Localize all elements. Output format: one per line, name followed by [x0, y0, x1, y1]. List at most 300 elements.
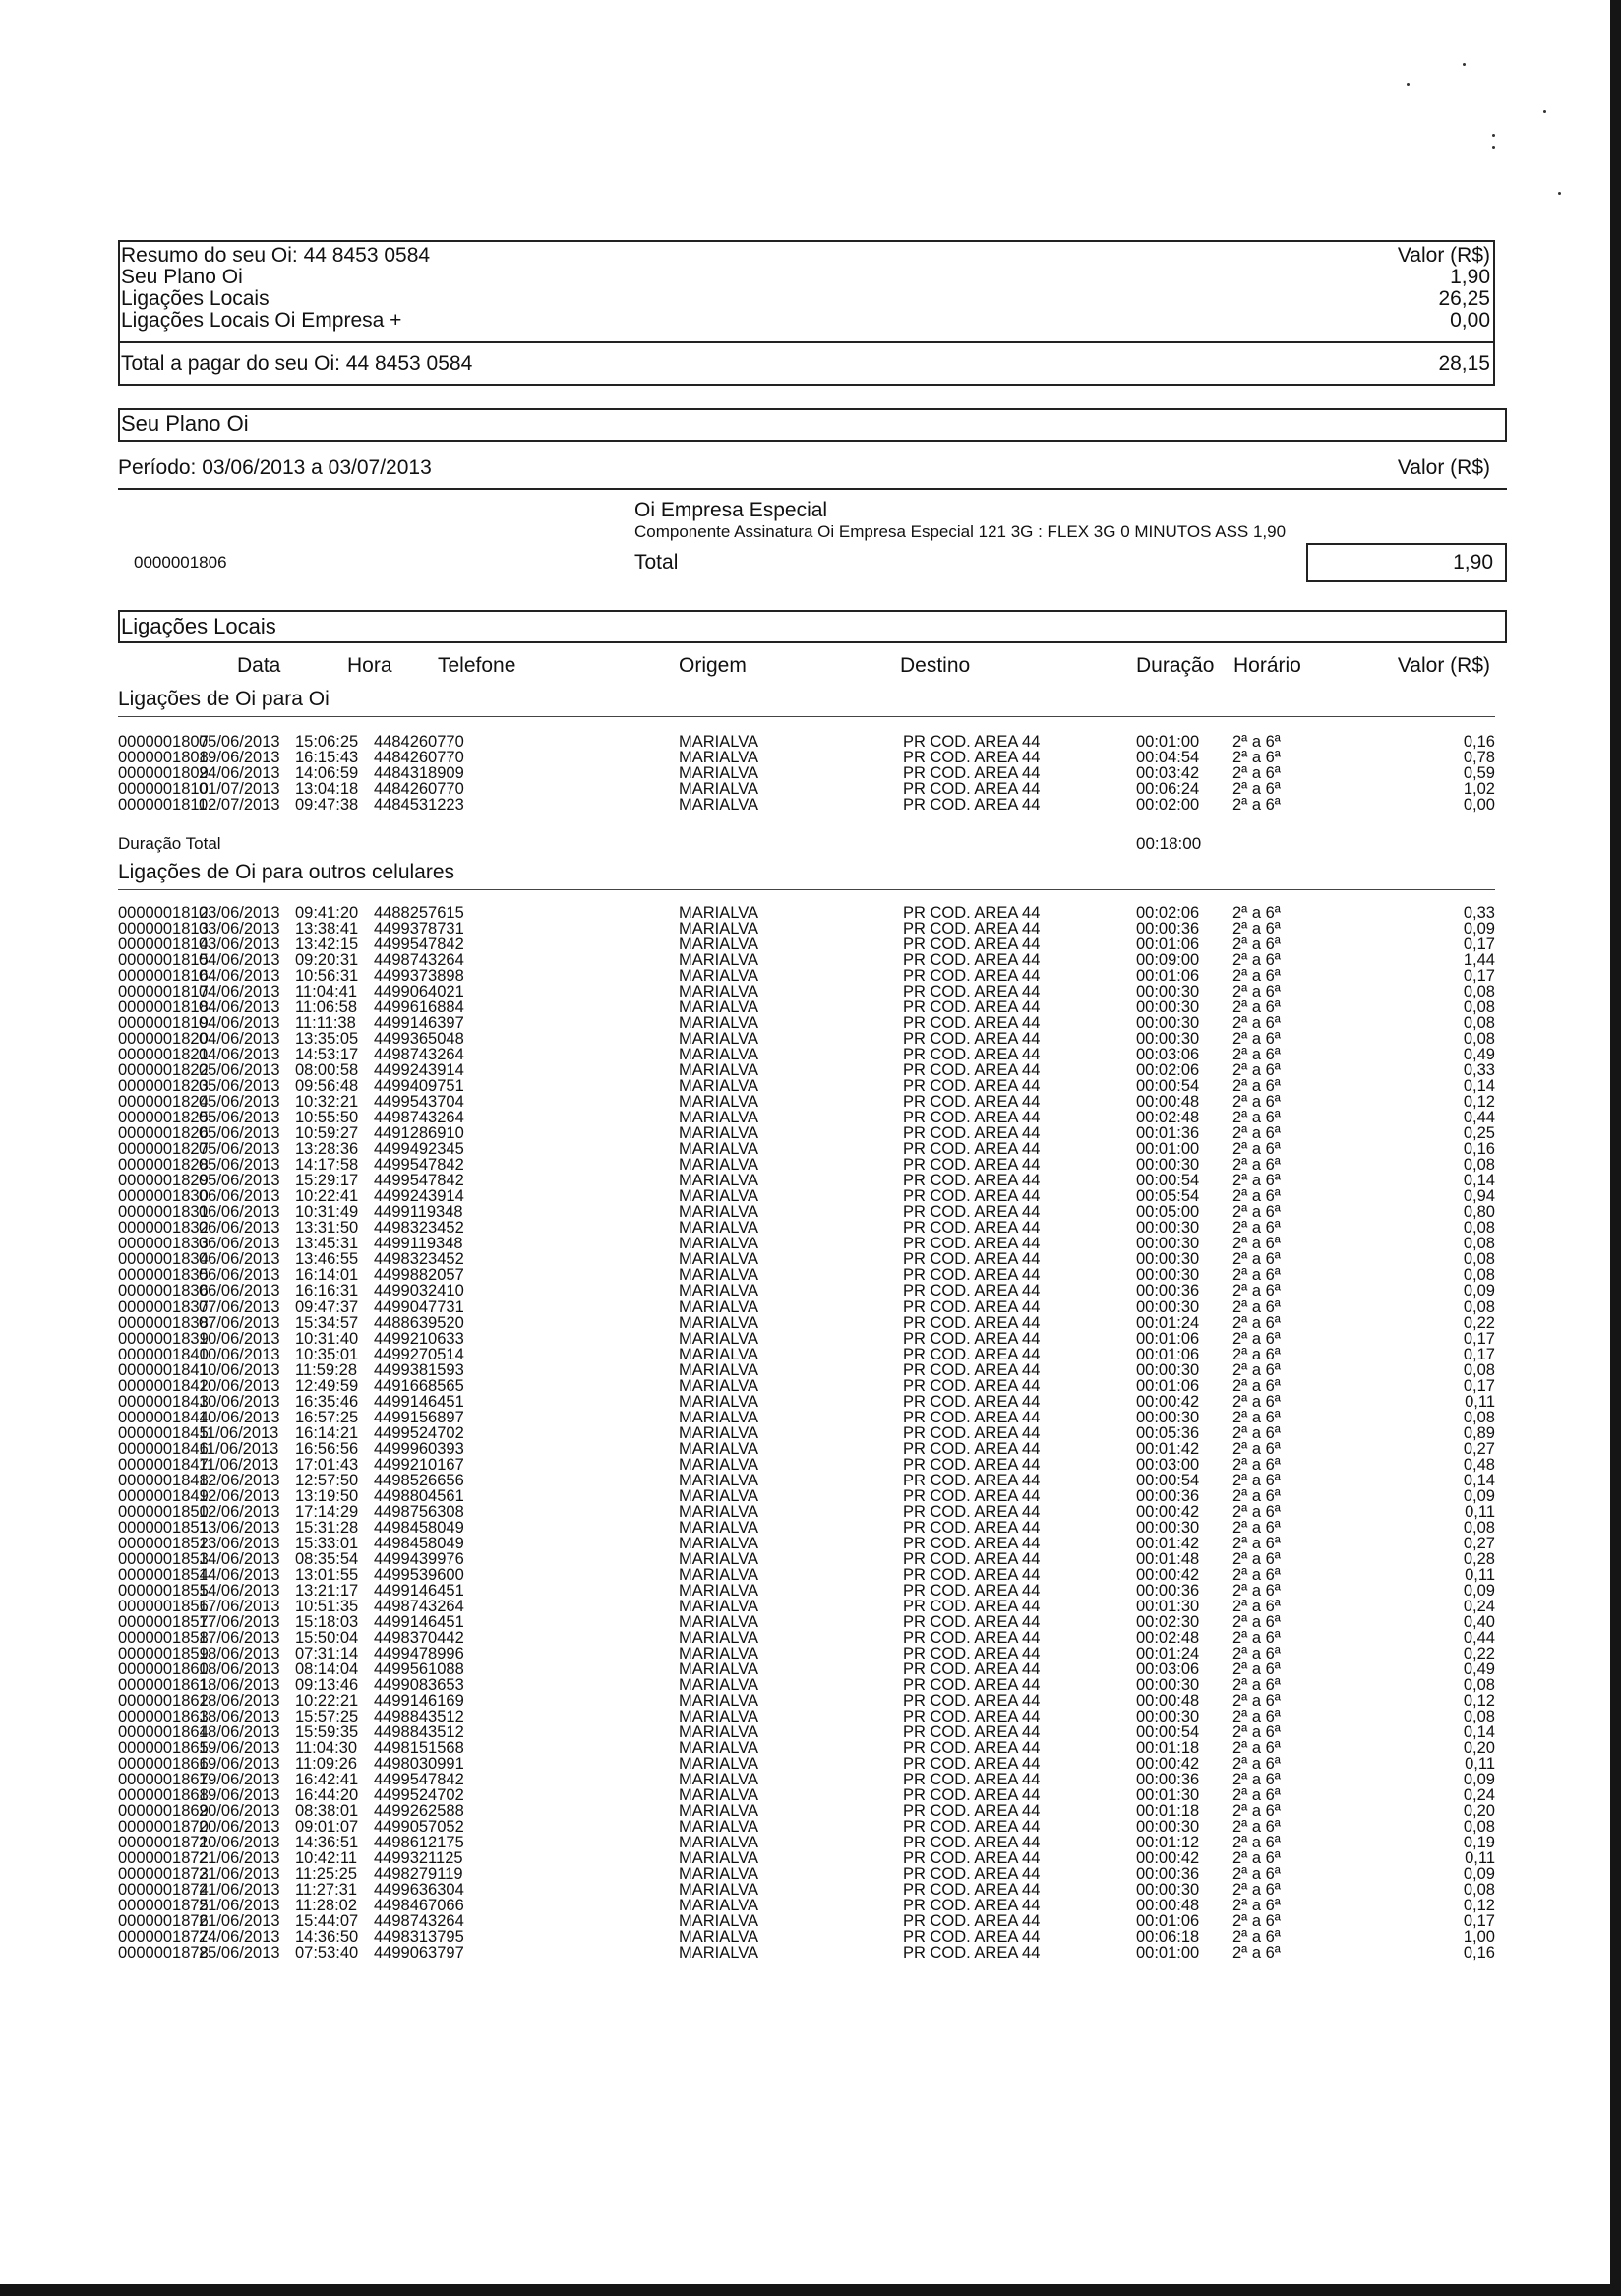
summary-item-value: 0,00: [1450, 309, 1490, 332]
call-id: 0000001807: [118, 733, 209, 751]
call-row: [118, 734, 1495, 750]
call-duration: 00:01:42: [1136, 1534, 1200, 1552]
call-value: 0,11: [1465, 1565, 1495, 1584]
call-value: 0,19: [1463, 1834, 1495, 1852]
call-id: 0000001839: [118, 1329, 209, 1348]
call-time: 14:36:51: [295, 1834, 359, 1852]
call-row: [118, 1362, 1495, 1378]
call-row: [118, 1125, 1495, 1141]
call-value: 0,59: [1463, 764, 1495, 782]
call-date: 05/06/2013: [199, 1077, 280, 1096]
call-value: 0,08: [1463, 1881, 1495, 1900]
call-time: 07:53:40: [295, 1944, 359, 1963]
call-origin: MARIALVA: [679, 1865, 758, 1884]
call-period: 2ª a 6ª: [1232, 1140, 1281, 1159]
call-time: 13:28:36: [295, 1140, 359, 1159]
call-id: 0000001863: [118, 1708, 209, 1726]
summary-item-label: Ligações Locais Oi Empresa +: [121, 309, 402, 332]
call-destination: PR COD. AREA 44: [903, 1140, 1041, 1159]
call-period: 2ª a 6ª: [1232, 1912, 1281, 1931]
call-phone: 4498323452: [374, 1219, 464, 1238]
call-period: 2ª a 6ª: [1232, 1423, 1281, 1442]
call-period: 2ª a 6ª: [1232, 1235, 1281, 1253]
call-id: 0000001874: [118, 1881, 209, 1900]
call-period: 2ª a 6ª: [1232, 1360, 1281, 1379]
call-origin: MARIALVA: [679, 1708, 758, 1726]
call-duration: 00:06:18: [1136, 1928, 1200, 1947]
call-period: 2ª a 6ª: [1232, 1692, 1281, 1710]
call-duration: 00:01:06: [1136, 1376, 1200, 1395]
call-time: 15:50:04: [295, 1628, 359, 1647]
call-time: 12:49:59: [295, 1376, 359, 1395]
call-row: [118, 1882, 1495, 1898]
call-value: 1,02: [1463, 780, 1495, 798]
call-duration: 00:02:00: [1136, 796, 1200, 814]
call-period: 2ª a 6ª: [1232, 1723, 1281, 1742]
call-date: 18/06/2013: [199, 1675, 280, 1694]
call-value: 0,08: [1463, 1250, 1495, 1269]
call-date: 13/06/2013: [199, 1518, 280, 1537]
call-origin: MARIALVA: [679, 1849, 758, 1868]
call-destination: PR COD. AREA 44: [903, 1628, 1041, 1647]
call-time: 08:00:58: [295, 1061, 359, 1080]
call-value: 0,27: [1463, 1439, 1495, 1458]
call-value: 0,16: [1463, 733, 1495, 751]
call-date: 19/06/2013: [199, 1786, 280, 1805]
call-time: 16:14:21: [295, 1423, 359, 1442]
plan-section-title: Seu Plano Oi: [121, 411, 249, 436]
call-origin: MARIALVA: [679, 1345, 758, 1363]
call-duration: 00:00:30: [1136, 1030, 1200, 1049]
call-id: 0000001814: [118, 936, 209, 954]
call-duration: 00:01:18: [1136, 1802, 1200, 1821]
call-date: 24/06/2013: [199, 764, 280, 782]
call-origin: MARIALVA: [679, 1360, 758, 1379]
call-row: [118, 797, 1495, 813]
call-phone: 4499478996: [374, 1644, 464, 1662]
call-origin: MARIALVA: [679, 1565, 758, 1584]
call-origin: MARIALVA: [679, 1644, 758, 1662]
column-header-telefone: Telefone: [438, 654, 516, 677]
call-time: 15:18:03: [295, 1612, 359, 1631]
call-destination: PR COD. AREA 44: [903, 733, 1041, 751]
call-time: 10:31:49: [295, 1203, 359, 1222]
call-time: 11:11:38: [295, 1014, 356, 1033]
call-value: 0,14: [1463, 1471, 1495, 1489]
call-origin: MARIALVA: [679, 764, 758, 782]
call-row: [118, 1473, 1495, 1488]
call-origin: MARIALVA: [679, 1502, 758, 1521]
call-phone: 4499146397: [374, 1014, 464, 1033]
call-phone: 4498743264: [374, 1912, 464, 1931]
call-date: 21/06/2013: [199, 1865, 280, 1884]
call-period: 2ª a 6ª: [1232, 780, 1281, 798]
call-date: 07/06/2013: [199, 1298, 280, 1316]
call-row: [118, 1520, 1495, 1536]
call-period: 2ª a 6ª: [1232, 983, 1281, 1001]
call-destination: PR COD. AREA 44: [903, 1834, 1041, 1852]
call-period: 2ª a 6ª: [1232, 1061, 1281, 1080]
call-id: 0000001865: [118, 1739, 209, 1758]
call-destination: PR COD. AREA 44: [903, 1708, 1041, 1726]
call-id: 0000001851: [118, 1518, 209, 1537]
call-period: 2ª a 6ª: [1232, 1486, 1281, 1505]
call-row: [118, 765, 1495, 781]
call-time: 15:31:28: [295, 1518, 359, 1537]
call-date: 03/06/2013: [199, 920, 280, 938]
call-destination: PR COD. AREA 44: [903, 1156, 1041, 1175]
call-destination: PR COD. AREA 44: [903, 951, 1041, 970]
call-origin: MARIALVA: [679, 983, 758, 1001]
call-destination: PR COD. AREA 44: [903, 1282, 1041, 1300]
call-value: 0,16: [1463, 1944, 1495, 1963]
call-duration: 00:03:06: [1136, 1660, 1200, 1678]
call-value: 0,44: [1463, 1628, 1495, 1647]
call-id: 0000001855: [118, 1581, 209, 1600]
call-destination: PR COD. AREA 44: [903, 1392, 1041, 1411]
call-row: [118, 968, 1495, 984]
call-phone: 4498804561: [374, 1486, 464, 1505]
call-value: 0,08: [1463, 1014, 1495, 1033]
call-id: 0000001840: [118, 1345, 209, 1363]
call-time: 10:42:11: [295, 1849, 358, 1868]
call-duration: 00:00:36: [1136, 1282, 1200, 1300]
call-origin: MARIALVA: [679, 1802, 758, 1821]
call-duration: 00:00:30: [1136, 1235, 1200, 1253]
call-date: 06/06/2013: [199, 1219, 280, 1238]
group-label-outros-celulares: Ligações de Oi para outros celulares: [118, 861, 455, 883]
call-value: 0,11: [1465, 1849, 1495, 1868]
call-duration: 00:00:36: [1136, 920, 1200, 938]
call-value: 0,27: [1463, 1534, 1495, 1552]
call-id: 0000001837: [118, 1298, 209, 1316]
call-period: 2ª a 6ª: [1232, 1865, 1281, 1884]
call-origin: MARIALVA: [679, 733, 758, 751]
call-origin: MARIALVA: [679, 1061, 758, 1080]
call-phone: 4498313795: [374, 1928, 464, 1947]
call-origin: MARIALVA: [679, 904, 758, 922]
call-phone: 4499063797: [374, 1944, 464, 1963]
call-date: 12/06/2013: [199, 1486, 280, 1505]
call-phone: 4498612175: [374, 1834, 464, 1852]
call-phone: 4498756308: [374, 1502, 464, 1521]
call-row: [118, 1015, 1495, 1031]
call-time: 09:20:31: [295, 951, 359, 970]
call-time: 16:44:20: [295, 1786, 359, 1805]
call-period: 2ª a 6ª: [1232, 1455, 1281, 1474]
call-duration: 00:01:00: [1136, 733, 1200, 751]
call-duration: 00:00:30: [1136, 983, 1200, 1001]
plan-period: Período: 03/06/2013 a 03/07/2013: [118, 456, 432, 479]
call-value: 0,08: [1463, 1675, 1495, 1694]
call-destination: PR COD. AREA 44: [903, 1329, 1041, 1348]
call-row: [118, 937, 1495, 952]
call-date: 12/06/2013: [199, 1471, 280, 1489]
call-origin: MARIALVA: [679, 1439, 758, 1458]
call-row: [118, 1031, 1495, 1047]
call-time: 13:35:05: [295, 1030, 359, 1049]
call-phone: 4488639520: [374, 1313, 464, 1332]
call-value: 0,44: [1463, 1109, 1495, 1127]
call-period: 2ª a 6ª: [1232, 1408, 1281, 1426]
plan-section-header: [118, 408, 1507, 442]
call-id: 0000001811: [118, 796, 208, 814]
call-value: 0,11: [1465, 1755, 1495, 1774]
call-phone: 4499960393: [374, 1439, 464, 1458]
call-date: 11/06/2013: [199, 1439, 279, 1458]
call-row: [118, 1110, 1495, 1125]
call-id: 0000001878: [118, 1944, 209, 1963]
call-duration: 00:01:18: [1136, 1739, 1200, 1758]
call-phone: 4499616884: [374, 998, 464, 1017]
call-date: 04/06/2013: [199, 1014, 280, 1033]
call-destination: PR COD. AREA 44: [903, 1534, 1041, 1552]
call-period: 2ª a 6ª: [1232, 1313, 1281, 1332]
call-duration: 00:00:30: [1136, 998, 1200, 1017]
call-origin: MARIALVA: [679, 780, 758, 798]
call-duration: 00:00:30: [1136, 1219, 1200, 1238]
call-row: [118, 1709, 1495, 1724]
call-phone: 4499373898: [374, 967, 464, 986]
call-duration: 00:05:54: [1136, 1187, 1200, 1206]
scan-speck: [1492, 146, 1495, 149]
call-row: [118, 1315, 1495, 1331]
call-row: [118, 1394, 1495, 1410]
call-id: 0000001815: [118, 951, 209, 970]
call-period: 2ª a 6ª: [1232, 967, 1281, 986]
call-duration: 00:00:30: [1136, 1881, 1200, 1900]
call-period: 2ª a 6ª: [1232, 1928, 1281, 1947]
call-duration: 00:00:30: [1136, 1360, 1200, 1379]
call-row: [118, 1913, 1495, 1929]
call-id: 0000001817: [118, 983, 209, 1001]
call-time: 16:57:25: [295, 1408, 359, 1426]
call-period: 2ª a 6ª: [1232, 1786, 1281, 1805]
call-period: 2ª a 6ª: [1232, 951, 1281, 970]
call-phone: 4499561088: [374, 1660, 464, 1678]
call-date: 10/06/2013: [199, 1345, 280, 1363]
call-date: 10/06/2013: [199, 1392, 280, 1411]
call-destination: PR COD. AREA 44: [903, 1786, 1041, 1805]
call-destination: PR COD. AREA 44: [903, 1360, 1041, 1379]
call-time: 09:56:48: [295, 1077, 359, 1096]
call-destination: PR COD. AREA 44: [903, 1061, 1041, 1080]
call-time: 16:35:46: [295, 1392, 359, 1411]
call-row: [118, 1724, 1495, 1740]
call-period: 2ª a 6ª: [1232, 1124, 1281, 1143]
call-value: 0,17: [1463, 1376, 1495, 1395]
call-date: 10/06/2013: [199, 1376, 280, 1395]
call-destination: PR COD. AREA 44: [903, 1549, 1041, 1568]
summary-divider: [118, 341, 1495, 343]
call-phone: 4498743264: [374, 1597, 464, 1615]
call-date: 05/06/2013: [199, 1140, 280, 1159]
call-origin: MARIALVA: [679, 1723, 758, 1742]
call-value: 0,14: [1463, 1077, 1495, 1096]
call-date: 05/06/2013: [199, 1172, 280, 1190]
call-date: 04/06/2013: [199, 983, 280, 1001]
call-origin: MARIALVA: [679, 1928, 758, 1947]
call-origin: MARIALVA: [679, 1203, 758, 1222]
call-value: 0,14: [1463, 1172, 1495, 1190]
call-value: 0,22: [1463, 1644, 1495, 1662]
call-phone: 4491668565: [374, 1376, 464, 1395]
call-destination: PR COD. AREA 44: [903, 1802, 1041, 1821]
call-origin: MARIALVA: [679, 1486, 758, 1505]
call-row: [118, 999, 1495, 1015]
call-row: [118, 1614, 1495, 1630]
call-value: 0,33: [1463, 904, 1495, 922]
call-duration: 00:04:54: [1136, 749, 1200, 766]
call-duration: 00:00:42: [1136, 1565, 1200, 1584]
call-period: 2ª a 6ª: [1232, 1203, 1281, 1222]
call-destination: PR COD. AREA 44: [903, 1471, 1041, 1489]
call-time: 13:19:50: [295, 1486, 359, 1505]
call-value: 0,09: [1463, 1486, 1495, 1505]
local-calls-section-header: [118, 610, 1507, 643]
call-date: 18/06/2013: [199, 1723, 280, 1742]
call-value: 0,24: [1463, 1786, 1495, 1805]
call-date: 12/06/2013: [199, 1502, 280, 1521]
call-period: 2ª a 6ª: [1232, 1944, 1281, 1963]
call-date: 13/06/2013: [199, 1534, 280, 1552]
call-phone: 4498743264: [374, 951, 464, 970]
call-row: [118, 1567, 1495, 1583]
call-time: 13:04:18: [295, 780, 359, 798]
plan-code: 0000001806: [134, 553, 227, 572]
call-id: 0000001869: [118, 1802, 209, 1821]
call-row: [118, 1945, 1495, 1961]
call-phone: 4498030991: [374, 1755, 464, 1774]
call-date: 19/06/2013: [199, 1755, 280, 1774]
call-period: 2ª a 6ª: [1232, 764, 1281, 782]
call-origin: MARIALVA: [679, 796, 758, 814]
column-header-data: Data: [237, 654, 281, 677]
call-value: 0,89: [1463, 1423, 1495, 1442]
call-date: 20/06/2013: [199, 1818, 280, 1837]
call-value: 0,08: [1463, 1408, 1495, 1426]
call-id: 0000001818: [118, 998, 209, 1017]
call-time: 10:31:40: [295, 1329, 359, 1348]
call-row: [118, 1236, 1495, 1251]
call-value: 0,20: [1463, 1802, 1495, 1821]
call-phone: 4498743264: [374, 1046, 464, 1064]
call-id: 0000001877: [118, 1928, 209, 1947]
call-value: 0,08: [1463, 1030, 1495, 1049]
call-date: 25/06/2013: [199, 1944, 280, 1963]
column-header-duracao: Duração: [1136, 654, 1215, 677]
call-id: 0000001816: [118, 967, 209, 986]
call-destination: PR COD. AREA 44: [903, 1109, 1041, 1127]
call-origin: MARIALVA: [679, 1235, 758, 1253]
call-duration: 00:01:06: [1136, 1329, 1200, 1348]
call-row: [118, 1347, 1495, 1362]
call-value: 0,11: [1465, 1392, 1495, 1411]
call-date: 18/06/2013: [199, 1708, 280, 1726]
call-duration: 00:00:42: [1136, 1755, 1200, 1774]
call-date: 04/06/2013: [199, 1046, 280, 1064]
call-time: 10:35:01: [295, 1345, 359, 1363]
call-destination: PR COD. AREA 44: [903, 1928, 1041, 1947]
call-origin: MARIALVA: [679, 1771, 758, 1789]
call-origin: MARIALVA: [679, 1266, 758, 1285]
call-origin: MARIALVA: [679, 1675, 758, 1694]
call-row: [118, 1251, 1495, 1267]
call-destination: PR COD. AREA 44: [903, 1755, 1041, 1774]
call-phone: 4484260770: [374, 749, 464, 766]
call-destination: PR COD. AREA 44: [903, 1187, 1041, 1206]
call-period: 2ª a 6ª: [1232, 1329, 1281, 1348]
call-destination: PR COD. AREA 44: [903, 749, 1041, 766]
call-phone: 4499365048: [374, 1030, 464, 1049]
call-value: 1,00: [1463, 1928, 1495, 1947]
call-period: 2ª a 6ª: [1232, 1014, 1281, 1033]
call-destination: PR COD. AREA 44: [903, 796, 1041, 814]
call-origin: MARIALVA: [679, 1455, 758, 1474]
call-duration: 00:01:06: [1136, 967, 1200, 986]
call-origin: MARIALVA: [679, 1172, 758, 1190]
call-time: 11:04:41: [295, 983, 358, 1001]
scan-speck: [1543, 110, 1546, 113]
call-id: 0000001873: [118, 1865, 209, 1884]
call-time: 15:29:17: [295, 1172, 359, 1190]
call-phone: 4499543704: [374, 1093, 464, 1112]
call-value: 0,08: [1463, 1156, 1495, 1175]
call-phone: 4499547842: [374, 1156, 464, 1175]
call-phone: 4499146451: [374, 1612, 464, 1631]
call-date: 21/06/2013: [199, 1912, 280, 1931]
call-id: 0000001809: [118, 764, 209, 782]
call-value: 0,09: [1463, 920, 1495, 938]
call-time: 10:22:21: [295, 1692, 359, 1710]
call-time: 15:06:25: [295, 733, 359, 751]
call-time: 13:01:55: [295, 1565, 359, 1584]
call-phone: 4491286910: [374, 1124, 464, 1143]
call-time: 11:09:26: [295, 1755, 358, 1774]
scan-edge-bottom: [0, 2284, 1621, 2296]
call-value: 0,12: [1463, 1692, 1495, 1710]
call-destination: PR COD. AREA 44: [903, 1675, 1041, 1694]
plan-total-label: Total: [634, 551, 679, 574]
call-date: 02/07/2013: [199, 796, 280, 814]
call-time: 10:22:41: [295, 1187, 359, 1206]
call-row: [118, 1441, 1495, 1457]
call-id: 0000001844: [118, 1408, 209, 1426]
call-row: [118, 1410, 1495, 1425]
call-period: 2ª a 6ª: [1232, 1439, 1281, 1458]
call-time: 14:53:17: [295, 1046, 359, 1064]
call-period: 2ª a 6ª: [1232, 1597, 1281, 1615]
call-duration: 00:01:06: [1136, 1912, 1200, 1931]
call-period: 2ª a 6ª: [1232, 1708, 1281, 1726]
scan-speck: [1463, 63, 1466, 66]
call-time: 08:35:54: [295, 1549, 359, 1568]
call-value: 0,25: [1463, 1124, 1495, 1143]
call-id: 0000001859: [118, 1644, 209, 1662]
call-value: 0,17: [1463, 967, 1495, 986]
call-phone: 4488257615: [374, 904, 464, 922]
call-id: 0000001868: [118, 1786, 209, 1805]
call-row: [118, 1866, 1495, 1882]
call-duration: 00:00:48: [1136, 1093, 1200, 1112]
call-duration: 00:02:06: [1136, 1061, 1200, 1080]
column-header-origem: Origem: [679, 654, 747, 677]
call-id: 0000001842: [118, 1376, 209, 1395]
call-row: [118, 1772, 1495, 1787]
scan-edge-right: [1610, 0, 1621, 2296]
call-phone: 4499243914: [374, 1061, 464, 1080]
call-value: 0,48: [1463, 1455, 1495, 1474]
